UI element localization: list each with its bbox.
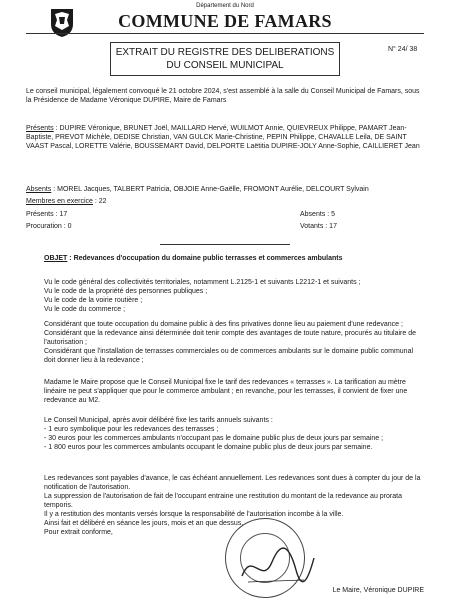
- intro-paragraph: Le conseil municipal, légalement convoqué le 21 octobre 2024, s'est assemblé à la salle du Conseil Municipal de Famars, sous la Présidence de Madame Véronique DUPIRE, Maire de Famars: [26, 88, 420, 104]
- members-label: Membres en exercice: [26, 198, 93, 205]
- tarif-item: - 1 euro symbolique pour les redevances des terrasses ;: [44, 426, 219, 433]
- closing-block: [44, 474, 424, 537]
- header-rule: [26, 33, 424, 34]
- absents-count: Absents : 5: [300, 211, 336, 218]
- decision-block: [44, 416, 424, 452]
- vu-item: Vu le code du commerce ;: [44, 306, 126, 313]
- commune-title: COMMUNE DE FAMARS: [118, 11, 332, 31]
- procuration-count: Procuration : 0: [26, 223, 72, 230]
- tarif-item: - 1 800 euros pour les commerces ambulants occupant le domaine public plus de deux jours par semaine.: [44, 444, 373, 451]
- decision-intro: Le Conseil Municipal, après avoir délibéré fixe les tarifs annuels suivants :: [44, 417, 273, 424]
- considerant-list: [44, 320, 424, 365]
- extract-title-line2: DU CONSEIL MUNICIPAL: [166, 60, 284, 71]
- presents-count: Présents : 17: [26, 211, 68, 218]
- section-separator: [160, 244, 290, 245]
- extract-title-line1: EXTRAIT DU REGISTRE DES DELIBERATIONS: [115, 47, 335, 58]
- closing-item: Il y a restitution des montants versés lorsque la responsabilité de l'autorisation incombe à la ville.: [44, 511, 344, 518]
- objet-text: : Redevances d'occupation du domaine public terrasses et commerces ambulants: [67, 255, 343, 262]
- considerant-item: Considérant que toute occupation du domaine public à des fins privatives donne lieu au paiement d'une redevance ;: [44, 321, 403, 328]
- absents-names: : MOREL Jacques, TALBERT Patricia, OBJOIE Anne-Gaëlle, FROMONT Aurélie, DELCOURT Sylvain: [51, 186, 369, 193]
- absents-paragraph: [26, 185, 424, 194]
- presents-names: : DUPIRE Véronique, BRUNET Joël, MAILLARD Hervé, WUILMOT Annie, QUIEVREUX Philippe, PAMART Jean-Baptiste, PREVOT Michèle, DEDISE Christian, VAN GULCK Marie-Christine, PEPIN Philippe, CHAVALLE Leila, DE SAINT VAAST Pascal, LORETTE Valérie, BOUSSEMART David, DELPORTE Laëtitia DUPIRE-JOLY Anne-Sophie, CAILLIERET Jean: [26, 125, 420, 150]
- closing-item: Ainsi fait et délibéré en séance les jours, mois et an que dessus.: [44, 520, 244, 527]
- members-count: [26, 197, 107, 206]
- objet-line: [44, 254, 424, 263]
- tarif-item: - 30 euros pour les commerces ambulants n'occupant pas le domaine public plus de deux jours par semaine ;: [44, 435, 384, 442]
- presents-paragraph: [26, 124, 424, 151]
- vu-item: Vu le code de la propriété des personnes publiques ;: [44, 288, 208, 295]
- presents-label: Présents: [26, 125, 54, 132]
- considerant-item: Considérant que l'installation de terrasses commerciales ou de commerces ambulants sur le domaine public communal doit donner lieu à la redevance ;: [44, 348, 414, 364]
- signer-line: Le Maire, Véronique DUPIRE: [332, 587, 424, 594]
- deliberation-number: N° 24/ 38: [388, 46, 418, 53]
- votants-count: Votants : 17: [300, 223, 337, 230]
- members-value: : 22: [92, 198, 107, 205]
- absents-label: Absents: [26, 186, 52, 193]
- closing-item: La suppression de l'autorisation de fait de l'occupant entraine une restitution du montant de la redevance au prorata temporis.: [44, 493, 402, 509]
- closing-item: Les redevances sont payables d'avance, le cas échéant annuellement. Les redevances sont dues à compter du jour de la notification de l'autorisation.: [44, 475, 421, 491]
- closing-item: Pour extrait conforme,: [44, 529, 113, 536]
- considerant-item: Considérant que la redevance ainsi déterminée doit tenir compte des avantages de toute nature, procurés au titulaire de l'autorisation ;: [44, 330, 417, 346]
- proposal-paragraph: Madame le Maire propose que le Conseil Municipal fixe le tarif des redevances « terrasses ». La tarification au mètre linéaire ne peut s'appliquer que pour le commerce ambulant ; en revanche, pour les terrasses, il convient de fixer une redevance au M2.: [44, 379, 408, 404]
- signature-mark: [238, 540, 318, 590]
- vu-list: [44, 278, 442, 314]
- vu-item: Vu le code de la voirie routière ;: [44, 297, 143, 304]
- objet-label: OBJET: [44, 255, 68, 262]
- department-label: Département du Nord: [196, 3, 254, 9]
- vu-item: Vu le code général des collectivités territoriales, notamment L.2125-1 et suivants L2212-1 et suivants ;: [44, 279, 361, 286]
- extract-box: [110, 42, 340, 76]
